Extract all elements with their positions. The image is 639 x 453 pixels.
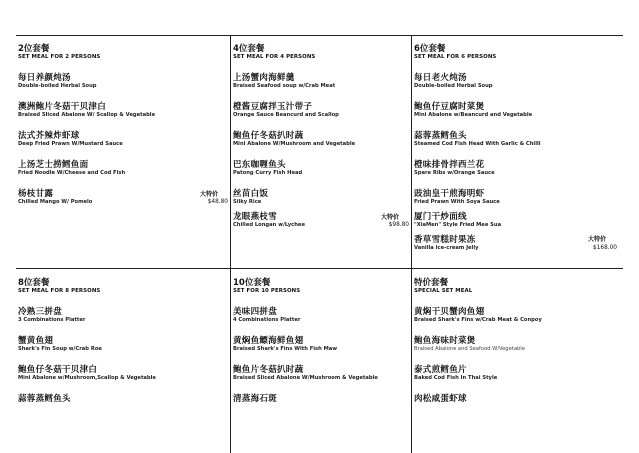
- menu-item: [233, 189, 409, 206]
- item-name-zh: 法式芥辣炸虾球: [18, 131, 80, 141]
- menu-item: [18, 189, 228, 206]
- item-name-en: 3 Combinations Platter: [18, 317, 86, 323]
- item-name-zh: 冷熟三拼盘: [18, 307, 63, 317]
- menu-item: [414, 212, 620, 229]
- item-name-en: Braised Shark's Fins w/Crab Meat & Conpoy: [414, 317, 542, 323]
- item-name-zh: 厦门干炒面线: [414, 212, 467, 222]
- price-value: $98.80: [388, 222, 409, 228]
- menu-item: [414, 235, 620, 252]
- menu-item: [414, 189, 620, 206]
- item-name-en: Fried Noodle W/Cheese and Cod Fish: [18, 170, 126, 176]
- panel-title: 6位套餐: [414, 44, 446, 54]
- price-label: 大特价: [380, 214, 399, 221]
- panel-title: 10位套餐: [233, 278, 271, 288]
- item-name-en: Braised Shark's Fins With Fish Maw: [233, 346, 338, 352]
- item-name-zh: 每日老火炖汤: [414, 73, 467, 83]
- price-value: $168.00: [593, 245, 617, 251]
- item-name-en: Vanilla Ice-cream Jelly: [414, 245, 479, 251]
- menu-item: [414, 73, 620, 90]
- item-name-en: Mini Abalone W/Mushroom and Vegetable: [233, 141, 356, 147]
- panel-title: 2位套餐: [18, 44, 50, 54]
- price-label: 大特价: [199, 191, 218, 198]
- panel-subtitle: SET MEAL FOR 2 PERSONS: [18, 54, 101, 60]
- menu-item: [18, 160, 228, 177]
- panel-title: 4位套餐: [233, 44, 265, 54]
- middle-divider: [16, 268, 623, 269]
- item-name-en: Braised Sliced Abalone W/Mushroom & Vegetable: [233, 375, 378, 381]
- special-set-meal-panel: [414, 278, 620, 404]
- menu-item: [233, 212, 409, 229]
- item-name-en: Deep Fried Prawn W/Mustard Sauce: [18, 141, 123, 147]
- panel-subtitle: SPECIAL SET MEAL: [414, 288, 473, 294]
- item-name-zh: 豉油皇干煎海明虾: [414, 189, 485, 199]
- item-name-zh: 鲍鱼仔冬菇干贝津白: [18, 365, 98, 375]
- column-divider-1: [230, 35, 231, 453]
- item-name-en: Braised Abalone and Seafood W/Vegetable: [414, 346, 525, 352]
- item-name-zh: 美味四拼盘: [233, 307, 278, 317]
- menu-item: [414, 102, 620, 119]
- menu-item: [18, 307, 228, 324]
- item-name-zh: 橙酱豆腐拌玉汁带子: [233, 102, 313, 112]
- item-name-en: Spare Ribs w/Orange Sauce: [414, 170, 495, 176]
- set-meal-2-panel: [18, 44, 228, 206]
- item-name-zh: 鲍鱼仔冬菇扒时蔬: [233, 131, 304, 141]
- menu-item: [18, 394, 228, 404]
- item-name-en: Baked Cod Fish In Thai Style: [414, 375, 498, 381]
- item-name-en: Chilled Longan w/Lychee: [233, 222, 305, 228]
- menu-item: [233, 394, 409, 404]
- item-name-zh: 澳洲鲍片冬菇干贝津白: [18, 102, 107, 112]
- item-name-en: 4 Combinations Platter: [233, 317, 301, 323]
- item-name-zh: 巴东咖喱鱼头: [233, 160, 286, 170]
- item-name-en: Fried Prawn With Soya Sauce: [414, 199, 500, 205]
- item-name-zh: 橙味排骨拌西兰花: [414, 160, 485, 170]
- item-name-zh: 上汤蟹肉海鲜羹: [233, 73, 295, 83]
- item-name-en: "XiaMen" Style Fried Mee Sua: [414, 222, 502, 228]
- item-name-zh: 蟹黄鱼翅: [18, 336, 54, 346]
- menu-item: [18, 102, 228, 119]
- item-name-en: Double-boiled Herbal Soup: [414, 83, 493, 89]
- item-name-en: Patong Curry Fish Head: [233, 170, 303, 176]
- item-name-en: Braised Seafood soup w/Crab Meat: [233, 83, 336, 89]
- item-name-en: Chilled Mango W/ Pomelo: [18, 199, 93, 205]
- price-label: 大特价: [587, 236, 606, 243]
- menu-item: [18, 131, 228, 148]
- top-border: [16, 35, 623, 36]
- item-name-zh: 泰式煎鳕鱼片: [414, 365, 467, 375]
- menu-item: [233, 336, 409, 353]
- menu-item: [233, 160, 409, 177]
- menu-item: [414, 131, 620, 148]
- item-name-en: Mini Abalone w/Mushroom,Scallop & Vegetable: [18, 375, 156, 381]
- item-name-zh: 鲍鱼海味时菜煲: [414, 336, 476, 346]
- item-name-zh: 鲍鱼仔豆腐时菜煲: [414, 102, 485, 112]
- set-meal-8-panel: [18, 278, 228, 404]
- panel-subtitle: SET MEAL FOR 8 PERSONS: [18, 288, 101, 294]
- item-name-zh: 肉松咸蛋虾球: [414, 394, 467, 404]
- set-meal-4-panel: [233, 44, 409, 229]
- item-name-en: Steamed Cod Fish Head With Garlic & Chilli: [414, 141, 541, 147]
- menu-item: [414, 394, 620, 404]
- menu-item: [18, 365, 228, 382]
- panel-title: 特价套餐: [414, 278, 449, 288]
- item-name-zh: 清蒸海石斑: [233, 394, 278, 404]
- panel-subtitle: SET MEAL FOR 6 PERSONS: [414, 54, 497, 60]
- menu-item: [414, 365, 620, 382]
- item-name-en: Mini Abalone w/Beancurd and Vegetable: [414, 112, 533, 118]
- panel-subtitle: SET FOR 10 PERSONS: [233, 288, 301, 294]
- item-name-zh: 黄焖鱼鳔海鲜鱼翅: [233, 336, 304, 346]
- item-name-en: Shark's Fin Soup w/Crab Roe: [18, 346, 102, 352]
- item-name-zh: 龙眼燕枝雪: [233, 212, 278, 222]
- menu-item: [414, 160, 620, 177]
- item-name-zh: 杨枝甘露: [18, 189, 54, 199]
- item-name-zh: 丝苗白饭: [233, 189, 269, 199]
- menu-item: [18, 336, 228, 353]
- set-meal-6-panel: [414, 44, 620, 252]
- set-meal-10-panel: [233, 278, 409, 404]
- column-divider-2: [411, 35, 412, 453]
- item-name-zh: 蒜蓉蒸鳕鱼头: [18, 394, 71, 404]
- menu-item: [414, 307, 620, 324]
- item-name-en: Orange Sauce Beancurd and Scallop: [233, 112, 339, 118]
- menu-item: [233, 102, 409, 119]
- item-name-zh: 蒜蓉蒸鳕鱼头: [414, 131, 467, 141]
- panel-title: 8位套餐: [18, 278, 50, 288]
- item-name-zh: 每日养颜炖汤: [18, 73, 71, 83]
- menu-item: [233, 73, 409, 90]
- item-name-zh: 黄焖干贝蟹肉鱼翅: [414, 307, 485, 317]
- item-name-en: Silky Rice: [233, 199, 262, 205]
- menu-item: [233, 365, 409, 382]
- price-value: $48.80: [207, 199, 228, 205]
- item-name-zh: 香草雪糕时果冻: [414, 235, 476, 245]
- menu-item: [233, 131, 409, 148]
- item-name-en: Braised Sliced Abalone W/ Scallop & Vegetable: [18, 112, 156, 118]
- panel-subtitle: SET MEAL FOR 4 PERSONS: [233, 54, 316, 60]
- menu-item: [18, 73, 228, 90]
- item-name-zh: 上汤芝士捞鳕鱼面: [18, 160, 89, 170]
- item-name-zh: 鲍鱼片冬菇扒时蔬: [233, 365, 304, 375]
- menu-item: [414, 336, 620, 353]
- menu-item: [233, 307, 409, 324]
- item-name-en: Double-boiled Herbal Soup: [18, 83, 97, 89]
